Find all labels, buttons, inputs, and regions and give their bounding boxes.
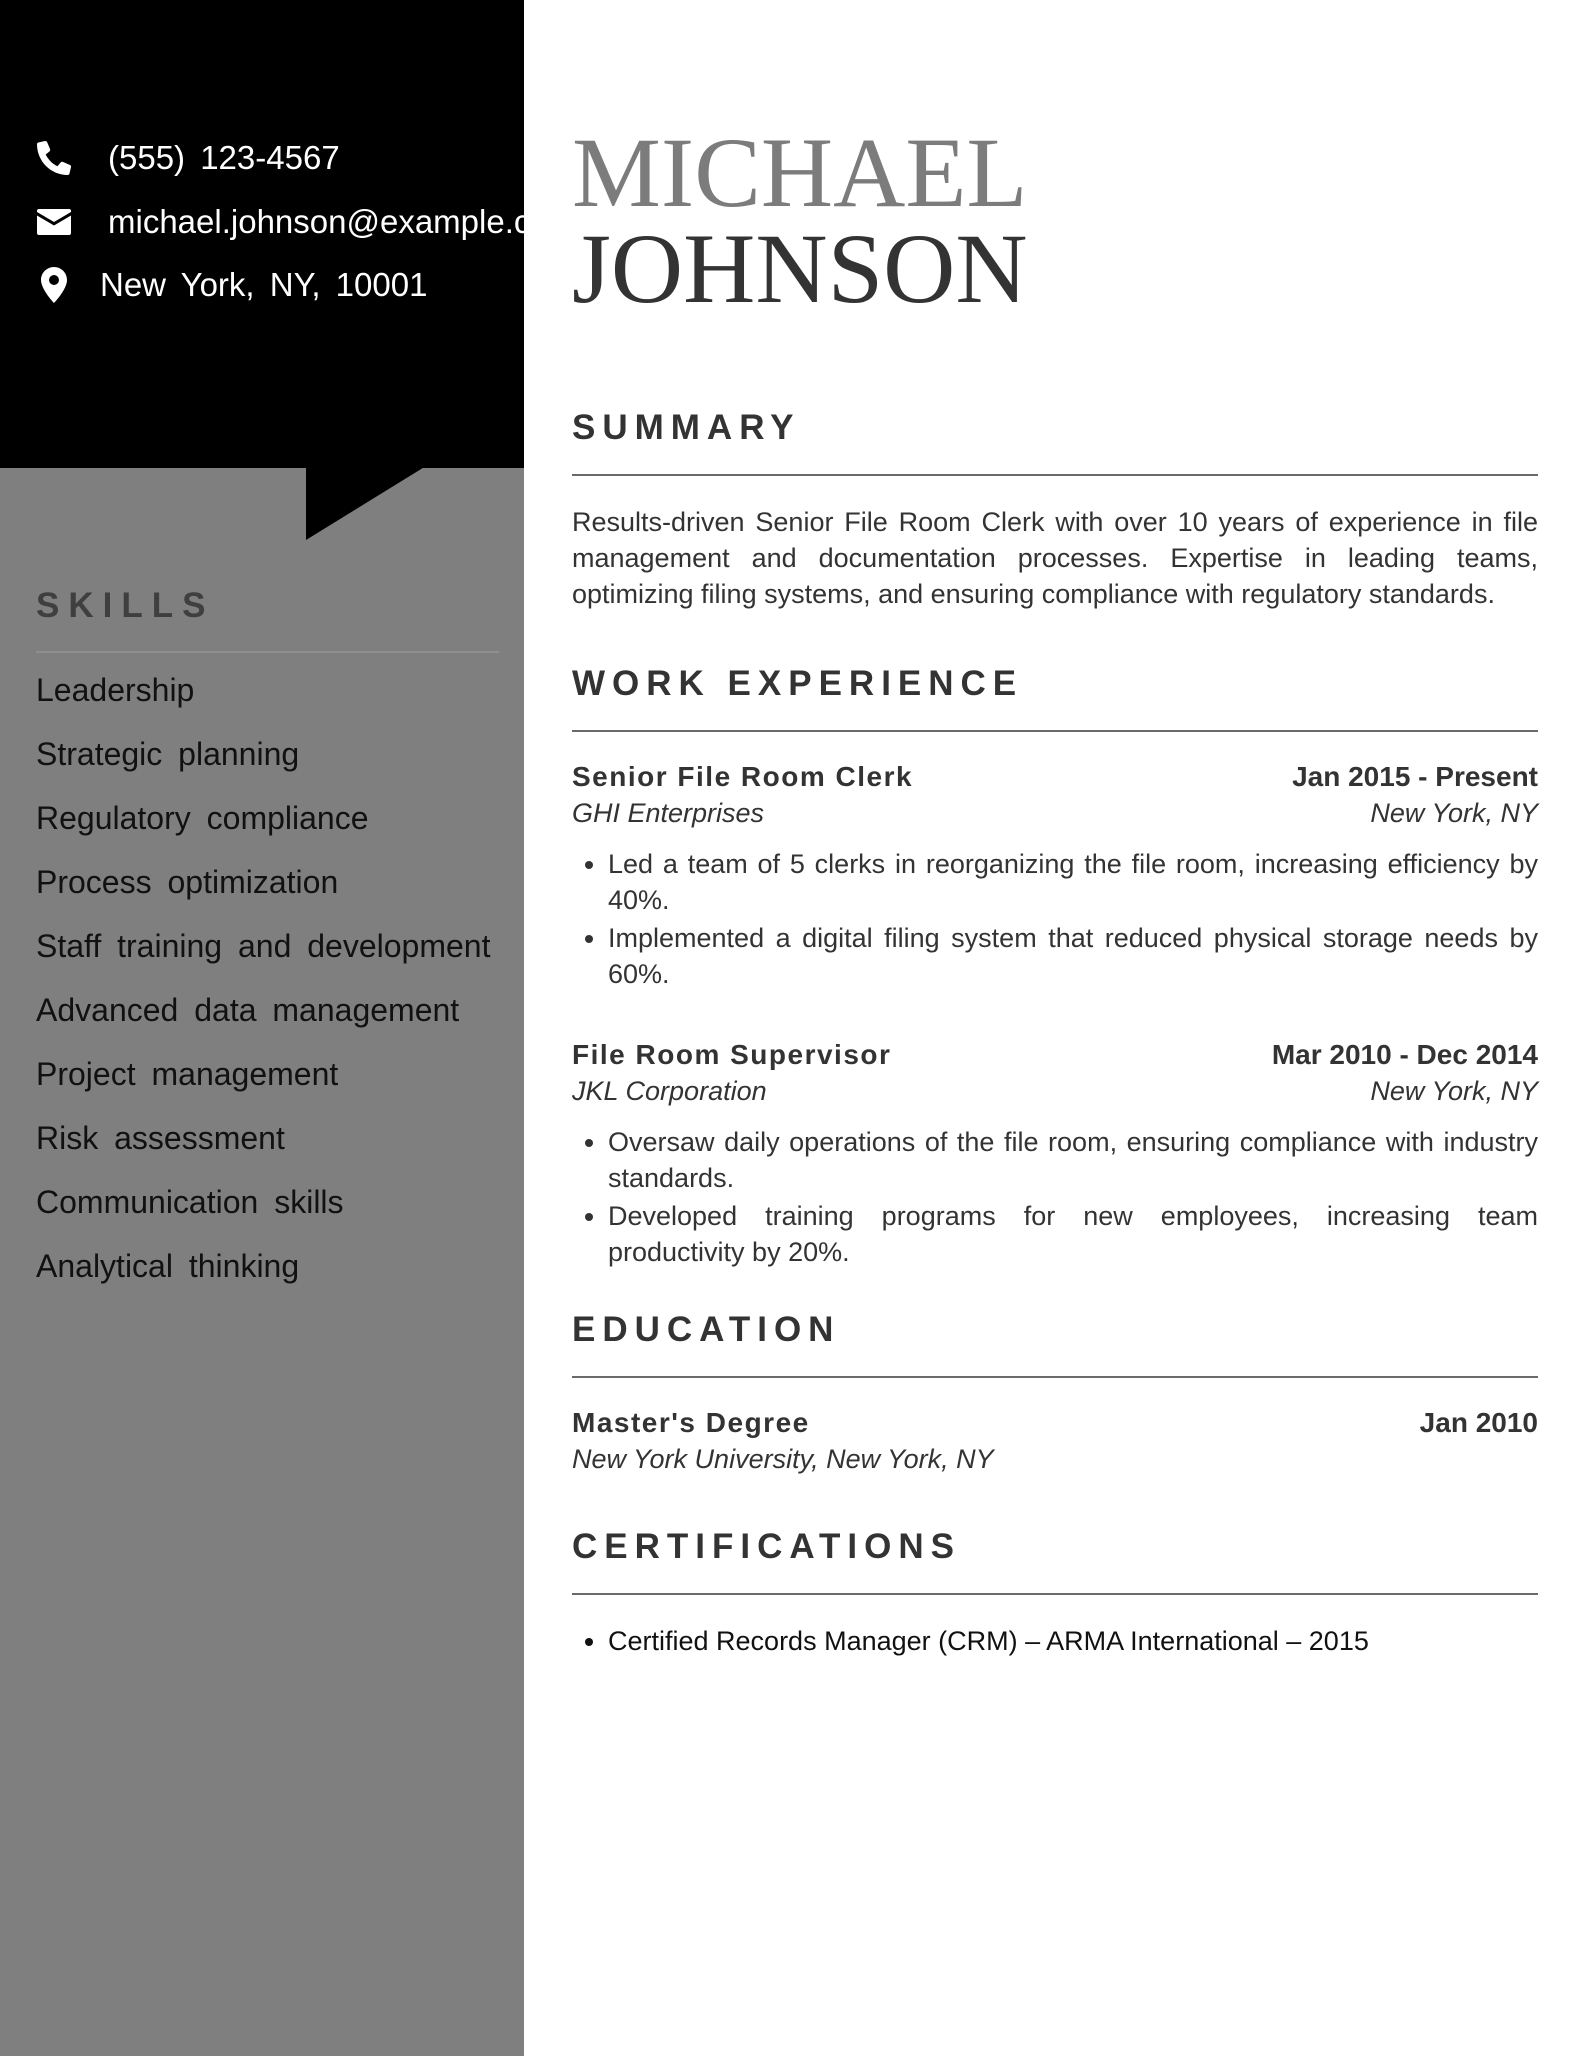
education-heading: EDUCATION [572, 1310, 841, 1349]
certification-item: • Certified Records Manager (CRM) – ARMA International – 2015 [608, 1623, 1538, 1659]
job-dates: Mar 2010 - Dec 2014 [1271, 1039, 1538, 1070]
job-company: GHI Enterprises [572, 798, 765, 828]
job-subheader [572, 1073, 1538, 1110]
job-header [572, 758, 1538, 795]
skill-item: Process optimization [36, 864, 339, 900]
envelope-icon [34, 202, 74, 242]
certifications-section [572, 1527, 1538, 1659]
education-section [572, 1310, 1538, 1478]
contact-email[interactable] [34, 200, 576, 244]
sidebar [0, 0, 577, 2056]
certifications-divider [572, 1593, 1538, 1595]
job-title: File Room Supervisor [572, 1039, 892, 1070]
skills-heading: SKILLS [36, 586, 215, 625]
summary-heading: SUMMARY [572, 408, 801, 447]
contact-box [0, 0, 577, 468]
skill-item: Analytical thinking [36, 1248, 300, 1284]
experience-divider [572, 730, 1538, 732]
job-company: JKL Corporation [572, 1076, 767, 1106]
job-bullet: • Led a team of 5 clerks in reorganizing the file room, increasing efficiency by 40%. [608, 846, 1538, 918]
job-bullet: • Developed training programs for new employees, increasing team productivity by 20%. [608, 1198, 1538, 1270]
summary-text: Results-driven Senior File Room Clerk with over 10 years of experience in file management and documentation processes. Expertise in leading teams, optimizing filing systems, and ensuring compliance with regulatory standards. [572, 507, 1538, 609]
job-entry [572, 1036, 1538, 1270]
degree: Master's Degree [572, 1407, 810, 1438]
last-name: JOHNSON [572, 213, 1028, 324]
school: New York University, New York, NY [572, 1444, 994, 1474]
experience-section [572, 664, 1538, 1272]
job-header [572, 1036, 1538, 1073]
certifications-heading: CERTIFICATIONS [572, 1527, 962, 1566]
location-text: New York, NY, 10001 [100, 266, 428, 303]
education-date: Jan 2010 [1419, 1407, 1538, 1438]
education-entry [572, 1404, 1538, 1478]
contact-box-pointer [306, 466, 426, 540]
experience-heading: WORK EXPERIENCE [572, 664, 1024, 703]
phone-icon [34, 138, 74, 178]
job-location: New York, NY [1370, 1076, 1538, 1106]
job-bullet: • Oversaw daily operations of the file room, ensuring compliance with industry standards. [608, 1124, 1538, 1196]
summary-divider [572, 474, 1538, 476]
job-location: New York, NY [1370, 798, 1538, 828]
summary-section [572, 408, 1538, 612]
first-name: MICHAEL [572, 117, 1028, 228]
skill-item: Staff training and development [36, 928, 491, 964]
job-entry [572, 758, 1538, 992]
education-divider [572, 1376, 1538, 1378]
skills-list [36, 672, 506, 1312]
skill-item: Communication skills [36, 1184, 344, 1220]
email-link[interactable]: michael.johnson@example.com [108, 203, 577, 240]
skill-item: Project management [36, 1056, 339, 1092]
skill-item: Leadership [36, 672, 195, 708]
map-pin-icon [34, 265, 74, 305]
skill-item: Risk assessment [36, 1120, 285, 1156]
skill-item: Advanced data management [36, 992, 460, 1028]
job-bullets [572, 846, 1538, 992]
job-bullets [572, 1124, 1538, 1270]
job-subheader [572, 795, 1538, 832]
skill-item: Strategic planning [36, 736, 300, 772]
contact-location [34, 263, 427, 307]
skills-divider [36, 651, 499, 653]
job-title: Senior File Room Clerk [572, 761, 914, 792]
skill-item: Regulatory compliance [36, 800, 369, 836]
job-bullet: • Implemented a digital filing system that reduced physical storage needs by 60%. [608, 920, 1538, 992]
phone-text: (555) 123-4567 [108, 139, 340, 176]
job-list [572, 758, 1538, 1270]
certification-list [572, 1623, 1538, 1659]
job-dates: Jan 2015 - Present [1292, 761, 1538, 792]
contact-phone [34, 136, 340, 180]
